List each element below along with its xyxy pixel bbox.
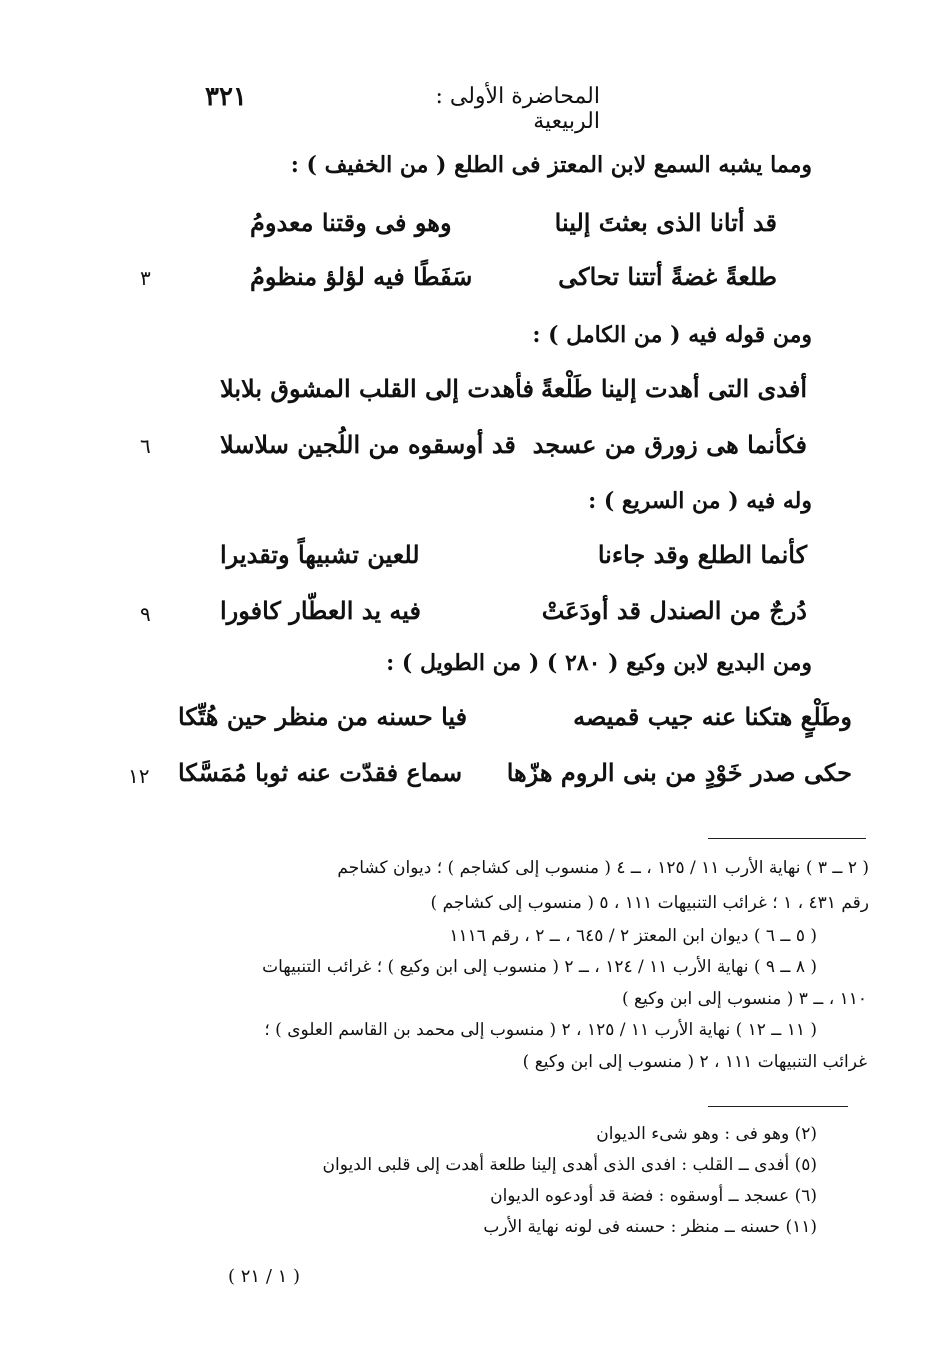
verse-2-left-hemistich: سَفَطًا فيه لؤلؤ منظومُ bbox=[250, 262, 473, 291]
verse-8-right-hemistich: حكى صدر خَوْدٍ من بنى الروم هزّها bbox=[506, 758, 852, 787]
variant-line-3: (٦) عسجد ــ أوسقوه : فضة قد أودعوه الديوان bbox=[490, 1186, 817, 1206]
verse-3-left-hemistich: فأهدت إلى القلب المشوق بلابلا bbox=[220, 374, 534, 403]
line-number-12: ١٢ bbox=[128, 764, 150, 788]
variant-line-4: (١١) حسنه ــ منظر : حسنه فى لونه نهاية الأرب bbox=[483, 1217, 817, 1237]
line-number-6: ٦ bbox=[140, 434, 151, 458]
verse-4-right-hemistich: فكأنما هى زورق من عسجد bbox=[532, 430, 807, 459]
footnotes-divider bbox=[708, 838, 866, 839]
footnote-line-1: ( ٢ ــ ٣ ) نهاية الأرب ١١ / ١٢٥ ، ــ ٤ ( منسوب إلى كشاجم ) ؛ ديوان كشاجم bbox=[337, 858, 869, 878]
verse-6-right-hemistich: دُرجٌ من الصندل قد أودَعَتْ bbox=[541, 596, 807, 625]
footnote-line-3: ( ٥ ــ ٦ ) ديوان ابن المعتز ٢ / ٦٤٥ ، ــ ٢ ، رقم ١١١٦ bbox=[449, 926, 817, 946]
footnote-line-4: ( ٨ ــ ٩ ) نهاية الأرب ١١ / ١٢٤ ، ــ ٢ ( منسوب إلى ابن وكيع ) ؛ غرائب التنبيهات bbox=[262, 957, 817, 977]
line-number-9: ٩ bbox=[140, 602, 151, 626]
footnote-line-5: ١١٠ ، ــ ٣ ( منسوب إلى ابن وكيع ) bbox=[621, 989, 867, 1009]
verse-5-left-hemistich: للعين تشبيهاً وتقديرا bbox=[220, 540, 420, 569]
footnote-line-6: ( ١١ ــ ١٢ ) نهاية الأرب ١١ / ١٢٥ ، ٢ ( منسوب إلى محمد بن القاسم العلوى ) ؛ bbox=[264, 1020, 817, 1040]
variant-line-2: (٥) أفدى ــ القلب : افدى الذى أهدى إلينا طلعة أهدت إلى قلبى الديوان bbox=[322, 1155, 817, 1175]
section-heading-4: ومن البديع لابن وكيع ( ٢٨٠ ) ( من الطويل ) : bbox=[386, 650, 812, 676]
variants-divider bbox=[708, 1106, 848, 1107]
line-number-3: ٣ bbox=[140, 266, 151, 290]
verse-7-right-hemistich: وطَلْعٍ هتكنا عنه جيب قميصه bbox=[573, 702, 852, 731]
footnote-line-2: رقم ٤٣١ ، ١ ؛ غرائب التنبيهات ١١١ ، ٥ ( منسوب إلى كشاجم ) bbox=[430, 893, 869, 913]
verse-7-left-hemistich: فيا حسنه من منظر حين هُتِّكا bbox=[178, 702, 468, 731]
running-title: المحاضرة الأولى : الربيعية bbox=[435, 84, 600, 134]
verse-2-right-hemistich: طلعةً غضةً أتتنا تحاكى bbox=[558, 262, 777, 291]
verse-3-right-hemistich: أفدى التى أهدت إلينا طَلْعةً bbox=[541, 374, 807, 403]
section-heading-3: وله فيه ( من السريع ) : bbox=[588, 488, 812, 514]
variant-line-1: (٢) وهو فى : وهو شىء الديوان bbox=[596, 1124, 817, 1144]
section-heading-2: ومن قوله فيه ( من الكامل ) : bbox=[532, 322, 812, 348]
verse-5-right-hemistich: كأنما الطلع وقد جاءنا bbox=[597, 540, 807, 569]
signature-mark: ( ١ / ٢١ ) bbox=[228, 1266, 301, 1287]
verse-1-left-hemistich: وهو فى وقتنا معدومُ bbox=[250, 208, 452, 237]
page-number: ٣٢١ bbox=[205, 82, 247, 112]
verse-8-left-hemistich: سماع فقدّت عنه ثوبا مُمَسَّكا bbox=[178, 758, 463, 787]
verse-6-left-hemistich: فيه يد العطّار كافورا bbox=[220, 596, 421, 625]
section-heading-1: ومما يشبه السمع لابن المعتز فى الطلع ( من الخفيف ) : bbox=[290, 152, 812, 178]
verse-1-right-hemistich: قد أتانا الذى بعثتَ إلينا bbox=[554, 208, 777, 237]
footnote-line-7: غرائب التنبيهات ١١١ ، ٢ ( منسوب إلى ابن وكيع ) bbox=[522, 1052, 867, 1072]
verse-4-left-hemistich: قد أوسقوه من اللُجين سلاسلا bbox=[220, 430, 516, 459]
